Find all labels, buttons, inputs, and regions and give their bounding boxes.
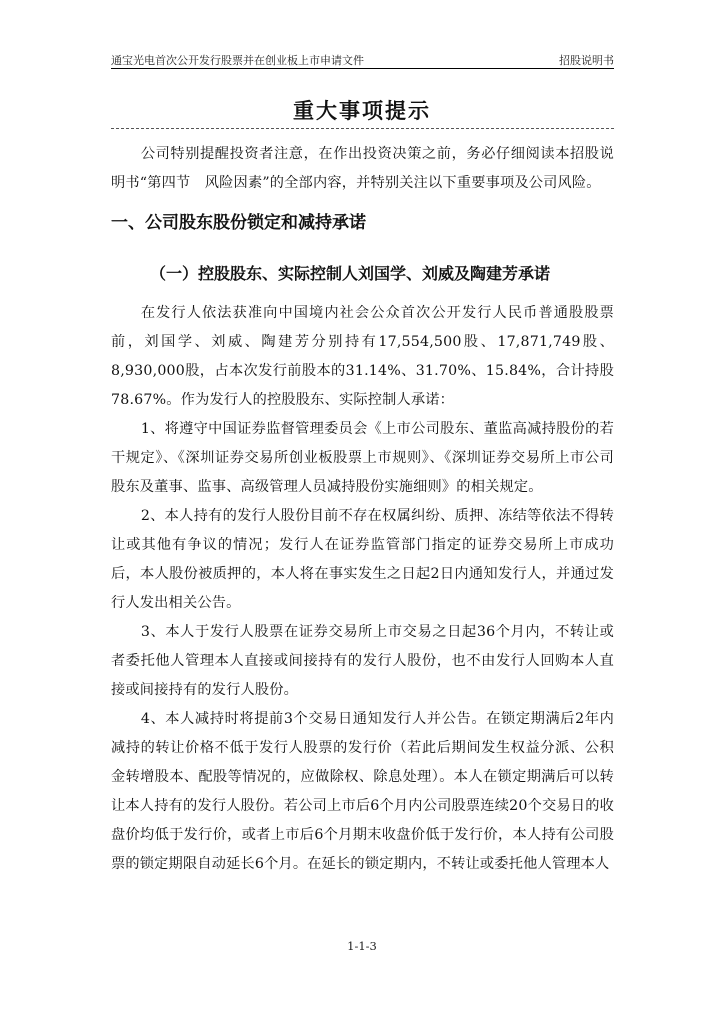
body-block bbox=[111, 299, 614, 879]
commitment-item-4: 4、本人减持时将提前3个交易日通知发行人并公告。在锁定期满后2年内减持的转让价格不低于发行人股票的发行价（若此后期间发生权益分派、公积金转增股本、配股等情况的，应做除权、除息处理）。本人在锁定期满后可以转让本人持有的发行人股份。若公司上市后6个月内公司股票连续20个交易日的收盘价均低于发行价，或者上市后6个月期末收盘价低于发行价，本人持有公司股票的锁定期限自动延长6个月。在延长的锁定期内，不转让或委托他人管理本人 bbox=[111, 711, 614, 872]
commitment-item-3: 3、本人于发行人股票在证券交易所上市交易之日起36个月内，不转让或者委托他人管理本人直接或间接持有的发行人股份，也不由发行人回购本人直接或间接持有的发行人股份。 bbox=[111, 624, 614, 698]
page-title: 重大事项提示 bbox=[293, 99, 431, 123]
commitment-item-2: 2、本人持有的发行人股份目前不存在权属纠纷、质押、冻结等依法不得转让或其他有争议的情况；发行人在证券监管部门指定的证券交易所上市成功后，本人股份被质押的，本人将在事实发生之日起2日内通知发行人，并通过发行人发出相关公告。 bbox=[111, 508, 614, 611]
intro-block bbox=[111, 140, 614, 198]
header-doc-title: 通宝光电首次公开发行股票并在创业板上市申请文件 bbox=[111, 54, 364, 67]
section-heading: 一、公司股东股份锁定和减持承诺 bbox=[111, 213, 366, 233]
running-header bbox=[111, 50, 614, 69]
title-divider bbox=[111, 128, 614, 129]
subsection-heading: （一）控股股东、实际控制人刘国学、刘威及陶建芳承诺 bbox=[150, 264, 551, 283]
commitment-item-1: 1、将遵守中国证券监督管理委员会《上市公司股东、董监高减持股份的若干规定》、《深圳证券交易所创业板股票上市规则》、《深圳证券交易所上市公司股东及董事、监事、高级管理人员减持股份实施细则》的相关规定。 bbox=[111, 421, 614, 495]
body-paragraph: 在发行人依法获准向中国境内社会公众首次公开发行人民币普通股股票前，刘国学、刘威、陶建芳分别持有17,554,500股、17,871,749股、8,930,000股，占本次发行前股本的31.14%、31.70%、15.84%，合计持股78.67%。作为发行人的控股股东、实际控制人承诺： bbox=[111, 305, 614, 408]
page-number: 1-1-3 bbox=[347, 939, 377, 953]
intro-paragraph: 公司特别提醒投资者注意，在作出投资决策之前，务必仔细阅读本招股说明书“第四节 风险因素”的全部内容，并特别关注以下重要事项及公司风险。 bbox=[111, 146, 614, 191]
header-doc-type: 招股说明书 bbox=[559, 54, 614, 67]
